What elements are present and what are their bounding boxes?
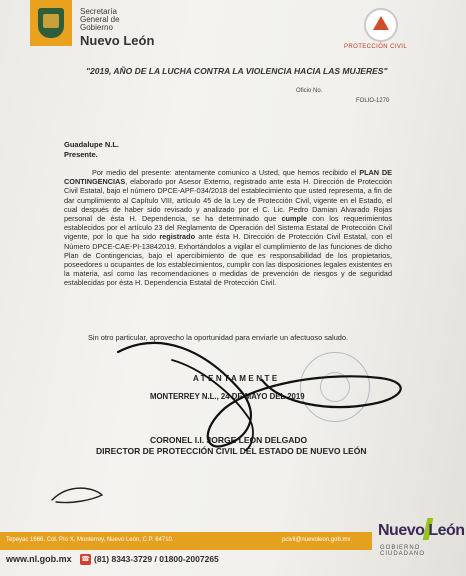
civil-protection-label: PROTECCIÓN CIVIL	[344, 44, 408, 50]
addressee-city: Guadalupe N.L.	[64, 140, 120, 149]
body-part-1: Por medio del presente: atentamente comunico a Usted, que hemos recibido el	[92, 168, 357, 177]
cumple-text: cumple	[281, 214, 308, 224]
signer-title: DIRECTOR DE PROTECCIÓN CIVIL DEL ESTADO DE NUEVO LEÓN	[96, 446, 367, 456]
signer-name: CORONEL I.I. JORGE LEON DELGADO	[150, 435, 308, 445]
gov-line-2: General de	[80, 15, 120, 24]
closing-line: Sin otro particular, aprovecho la oportunidad para enviarle un afectuoso saludo.	[88, 333, 349, 342]
triangle-icon	[373, 16, 389, 30]
year-motto: "2019, AÑO DE LA LUCHA CONTRA LA VIOLENCIA HACIA LAS MUJERES"	[86, 66, 388, 76]
body-part-7: ante ésta H. Dirección de Protección Civil Estatal, con el Número DPCE-CAE-PI-13842019. Exhortándolos a vigilar el cumplimiento de las funciones de dicho Plan de Contingencias, bajo el apercibimiento de que es responsabilidad de los propietarios, poseedores u ocupantes de los establecimientos, cumplir con las disposiciones legales existentes en la materia, así como las recomendaciones o medidas de prevención de riesgos y de seguridad establecidas por ésta H. Dependencia Estatal de Protección Civil.	[64, 232, 393, 288]
addressee-presente: Presente.	[64, 150, 98, 159]
civil-protection-logo-icon	[364, 8, 398, 42]
atentamente-label: ATENTAMENTE	[193, 374, 280, 383]
plan-contingencias-text: PLAN DE CONTINGENCIAS	[64, 168, 392, 187]
phone-icon: ☎	[81, 556, 90, 563]
footer-website: www.nl.gob.mx	[6, 554, 72, 564]
footer-address: Tepeyac 1666, Col. Pío X, Monterrey, Nuevo León, C.P. 64710.	[6, 537, 174, 543]
addressee-block	[64, 140, 119, 160]
registrado-text: registrado	[159, 232, 196, 242]
gov-brand: Nuevo León	[80, 33, 155, 48]
official-seal-inner	[320, 372, 350, 402]
coat-of-arms-icon	[38, 8, 64, 38]
state-coat-of-arms-badge	[30, 0, 72, 46]
body-part-3: , elaborado por Asesor Externo, registrado ante esta H. Dirección de Protección Civil Estatal, bajo el número DPCE-APF-034/2018 del establecimiento que usted representa, a fin de dar cumplimiento al Capítulo VIII, artículo 45 de la Ley de Protección Civil, vigente en el Estado, el cual después de haber sido revisado y analizado por el C. Lic. Pedro Damian Alvarado Rojas personal de ésta H. Dependencia, se ha determinado que	[64, 177, 392, 224]
footer-phones: (81) 8343-3729 / 01800-2007265	[94, 554, 219, 564]
government-header	[80, 8, 154, 48]
initials-stroke	[52, 488, 102, 502]
footer-brand: Nuevo León	[378, 522, 465, 539]
footer-brand-subtitle: GOBIERNO CIUDADANO	[380, 545, 426, 557]
footer-email: pcivil@nuevoleon.gob.mx	[282, 537, 351, 543]
place-and-date: MONTERREY N.L., 24 DE MAYO DEL 2019	[150, 392, 305, 401]
folio-number: FOLIO-1270	[356, 98, 390, 104]
body-part-5: con los requerimientos establecidos por el artículo 23 del Reglamento de Operación del Sistema Estatal de Protección Civil vigente, por lo que ha sido	[64, 214, 392, 242]
gov-line-3: Gobierno	[80, 23, 113, 32]
gov-line-1: Secretaría	[80, 7, 117, 16]
oficio-label: Oficio No.	[296, 88, 323, 94]
letter-body	[64, 168, 392, 288]
